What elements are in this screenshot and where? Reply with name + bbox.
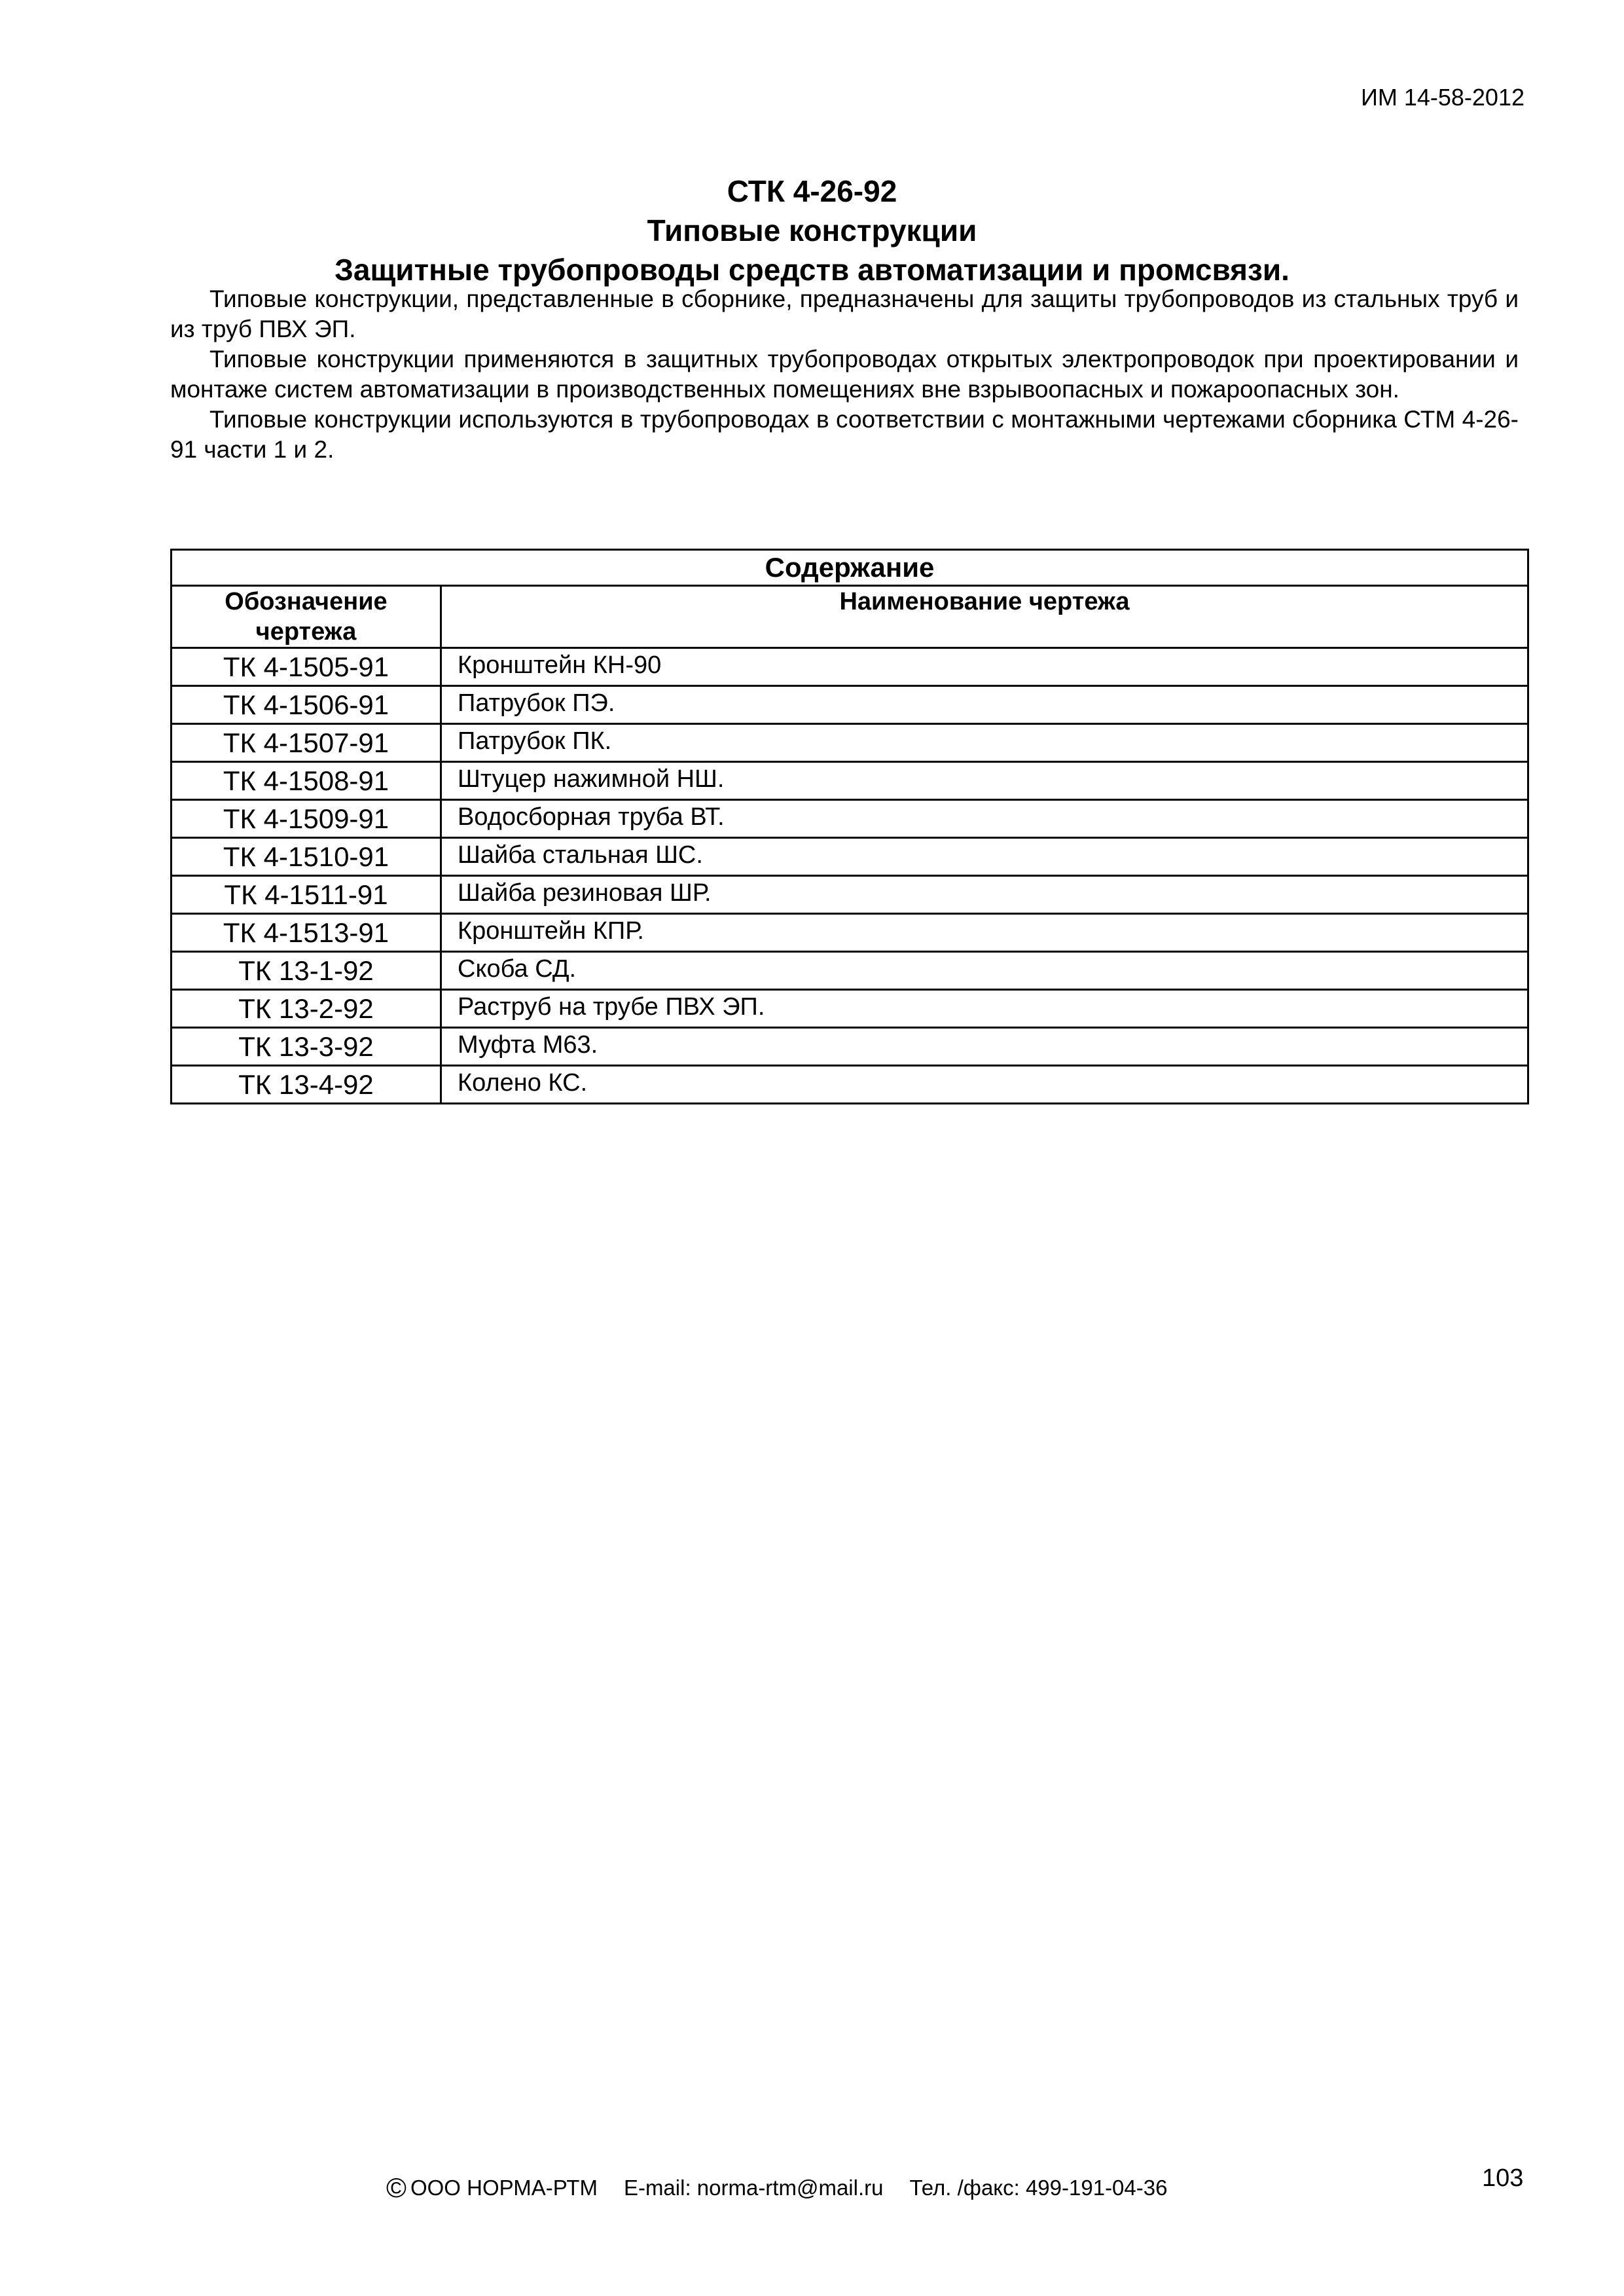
- table-row: [171, 838, 1528, 876]
- drawing-name: Шайба стальная ШС.: [441, 838, 1528, 876]
- table-row: [171, 1066, 1528, 1104]
- table-row: [171, 648, 1528, 686]
- intro-paragraph-2: Типовые конструкции применяются в защитных трубопроводах открытых электропроводок при проектировании и монтаже систем автоматизации в производственных помещениях вне взрывоопасных и пожароопасных зон.: [170, 346, 1519, 403]
- footer-email: E-mail: norma-rtm@mail.ru: [623, 2176, 884, 2200]
- contents-rows: [171, 648, 1528, 1104]
- contents-caption: Содержание: [171, 550, 1528, 586]
- drawing-name: Кронштейн КН-90: [441, 648, 1528, 686]
- drawing-code: ТК 4-1510-91: [171, 838, 441, 876]
- table-row: [171, 990, 1528, 1028]
- footer-company: ООО НОРМА-РТМ: [410, 2176, 598, 2200]
- header-drawing-name: Наименование чертежа: [441, 586, 1528, 648]
- drawing-name: Штуцер нажимной НШ.: [441, 762, 1528, 800]
- drawing-code: ТК 4-1513-91: [171, 914, 441, 952]
- header-drawing-code: Обозначение чертежа: [171, 586, 441, 648]
- table-row: [171, 914, 1528, 952]
- drawing-code: ТК 13-2-92: [171, 990, 441, 1028]
- intro-text: [170, 284, 1519, 465]
- table-row: [171, 1028, 1528, 1066]
- drawing-name: Колено КС.: [441, 1066, 1528, 1104]
- table-row: [171, 800, 1528, 838]
- table-row: [171, 686, 1528, 724]
- page-number: 103: [1482, 2164, 1524, 2192]
- table-row: [171, 762, 1528, 800]
- drawing-code: ТК 13-4-92: [171, 1066, 441, 1104]
- drawing-code: ТК 13-3-92: [171, 1028, 441, 1066]
- drawing-name: Патрубок ПЭ.: [441, 686, 1528, 724]
- contents-table: [170, 549, 1529, 1104]
- title-subtitle: Типовые конструкции: [647, 213, 977, 247]
- drawing-code: ТК 4-1511-91: [171, 876, 441, 914]
- drawing-name: Муфта М63.: [441, 1028, 1528, 1066]
- drawing-code: ТК 4-1507-91: [171, 724, 441, 762]
- drawing-name: Шайба резиновая ШР.: [441, 876, 1528, 914]
- drawing-name: Патрубок ПК.: [441, 724, 1528, 762]
- drawing-name: Скоба СД.: [441, 952, 1528, 990]
- drawing-name: Кронштейн КПР.: [441, 914, 1528, 952]
- footer: [386, 2172, 1167, 2204]
- drawing-code: ТК 4-1508-91: [171, 762, 441, 800]
- document-code: ИМ 14-58-2012: [1360, 84, 1525, 111]
- table-row: [171, 952, 1528, 990]
- drawing-code: ТК 4-1509-91: [171, 800, 441, 838]
- intro-paragraph-1: Типовые конструкции, представленные в сборнике, предназначены для защиты трубопроводов из стальных труб и из труб ПВХ ЭП.: [170, 285, 1519, 342]
- title-block: [0, 172, 1624, 289]
- drawing-code: ТК 13-1-92: [171, 952, 441, 990]
- document-title: Защитные трубопроводы средств автоматизации и промсвязи.: [334, 253, 1290, 287]
- standard-number: СТК 4-26-92: [727, 174, 897, 208]
- intro-paragraph-3: Типовые конструкции используются в трубопроводах в соответствии с монтажными чертежами сборника СТМ 4-26-91 части 1 и 2.: [170, 406, 1519, 463]
- footer-phone: Тел. /факс: 499-191-04-36: [909, 2176, 1168, 2200]
- drawing-name: Водосборная труба ВТ.: [441, 800, 1528, 838]
- drawing-code: ТК 4-1506-91: [171, 686, 441, 724]
- copyright-icon: ©: [386, 2172, 406, 2203]
- table-row: [171, 876, 1528, 914]
- table-row: [171, 724, 1528, 762]
- drawing-name: Раструб на трубе ПВХ ЭП.: [441, 990, 1528, 1028]
- drawing-code: ТК 4-1505-91: [171, 648, 441, 686]
